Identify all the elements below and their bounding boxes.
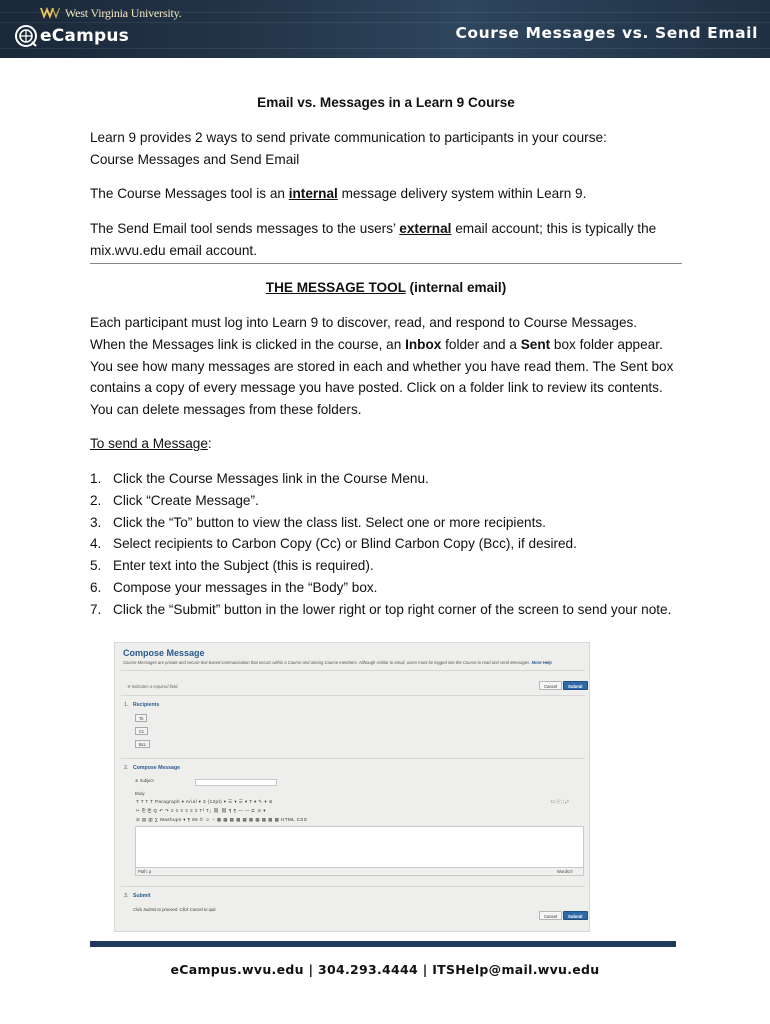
step-text: Click the Course Messages link in the Course Menu. [113, 471, 429, 486]
step-number: 7. [90, 601, 102, 617]
step-number: 2. [90, 492, 102, 508]
step-item [90, 555, 682, 577]
wvu-logo [40, 5, 181, 21]
recipients-label: Recipients [133, 702, 160, 708]
submit-note: Click Submit to proceed. Click Cancel to quit. [133, 907, 217, 912]
body-label: Body [135, 791, 145, 796]
footer-bar [90, 941, 676, 947]
section-number: 3. [124, 893, 129, 899]
separator [121, 695, 585, 696]
intro-line: Learn 9 provides 2 ways to send private communication to participants in your course: [90, 130, 607, 145]
step-number: 5. [90, 558, 102, 574]
section-number: 1. [124, 702, 129, 708]
body-editor[interactable] [135, 826, 584, 868]
section-number: 2. [124, 765, 129, 771]
path-indicator: Path: p [138, 869, 152, 874]
submit-button-top[interactable]: Submit [563, 681, 588, 690]
step-item [90, 577, 682, 599]
text: message delivery system within Learn 9. [337, 186, 587, 201]
compose-message-screenshot [114, 642, 590, 932]
compose-title: Compose Message [123, 648, 205, 658]
flying-wv-icon [40, 7, 60, 20]
editor-statusbar [135, 868, 584, 876]
paragraph-line: You see how many messages are stored in each and whether you have read them. The Sent box [90, 358, 674, 374]
send-heading-text: To send a Message [90, 436, 208, 451]
compose-description [123, 660, 552, 665]
intro-paragraph [90, 127, 682, 171]
text: folder and a [441, 336, 521, 352]
step-item [90, 468, 682, 490]
paragraph-line: contains a copy of every message you have posted. Click on a folder link to review its contents. [90, 380, 663, 396]
section-divider [90, 263, 682, 264]
step-text: Select recipients to Carbon Copy (Cc) or Blind Carbon Copy (Bcc), if desired. [113, 536, 577, 552]
text: box folder appear. [550, 336, 663, 352]
section-heading [90, 277, 682, 299]
ecampus-swirl-icon [14, 24, 38, 48]
colon: : [207, 436, 212, 451]
separator [121, 886, 585, 887]
ecampus-logo [14, 24, 129, 48]
cc-button[interactable]: Cc [135, 727, 148, 735]
step-number: 3. [90, 514, 102, 530]
step-text: Click the “To” button to view the class list. Select one or more recipients. [113, 514, 546, 530]
step-number: 6. [90, 579, 102, 595]
email-line-2: mix.wvu.edu email account. [90, 242, 257, 258]
editor-toolbar-row-3[interactable]: ⊘ ▤ ▥ ∑ Mashups ▾ ¶ 66 © ☺ ◔ ▦ ▦ ▦ ▦ ▦ ▦ ▦ ▦ ▦ ▦ HTML CSS [136, 817, 308, 822]
intro-line: Course Messages and Send Email [90, 151, 300, 167]
description-text: Course Messages are private and secure text-based communication that occurs within a Course and among Course members. Although similar to email, users must be logged into the Course to read and send Messages. [123, 660, 531, 665]
sent-label: Sent [520, 336, 551, 352]
cancel-button-bottom[interactable]: Cancel [539, 911, 562, 920]
step-number: 1. [90, 471, 102, 486]
banner-stripe [0, 22, 770, 23]
required-note: ✲ Indicates a required field. [127, 684, 179, 689]
banner-stripe [0, 48, 770, 49]
brand-name: eCampus [40, 26, 129, 46]
step-text: Click “Create Message”. [113, 492, 259, 508]
step-item [90, 533, 682, 555]
step-number: 4. [90, 536, 102, 552]
separator [121, 758, 585, 759]
messages-definition [90, 183, 682, 205]
bcc-button[interactable]: Bcc [135, 740, 150, 748]
submit-section-label: Submit [133, 893, 151, 899]
subject-text: Subject [139, 778, 154, 783]
subject-label: ✲ Subject [135, 778, 154, 783]
emphasis-external: external [399, 221, 452, 236]
subject-input[interactable] [195, 779, 277, 786]
message-tool-paragraph [90, 312, 682, 421]
required-text: Indicates a required field. [131, 684, 179, 689]
document-title: Email vs. Messages in a Learn 9 Course [257, 95, 515, 110]
step-text: Compose your messages in the “Body” box. [113, 579, 378, 595]
text: The Course Messages tool is an [90, 186, 289, 201]
editor-tools-right[interactable]: ☐ ⓘ ⛶ ⤢ [551, 799, 569, 804]
editor-toolbar-row-2[interactable]: ✂ ⎘ ⎗ Q ↶ ↷ ≡ ≡ ≡ ≡ ≡ ≡ T² T₂ ⛓ ⛓ ¶ ¶ — — ⊏ ⊙ ▾ [136, 808, 266, 813]
text: When the Messages link is clicked in the course, an [90, 336, 406, 352]
more-help-link[interactable]: More Help [531, 660, 552, 665]
editor-toolbar-row-1[interactable]: T T T T Paragraph ▾ Arial ▾ 3 (12pt) ▾ ☰ ▾ ☰ ▾ T ▾ ✎ ▾ ⊘ [136, 799, 273, 804]
step-item [90, 599, 682, 621]
university-name: West Virginia University. [65, 5, 182, 20]
steps-list [90, 468, 682, 621]
section-heading-rest: (internal email) [405, 280, 507, 295]
paragraph-line: Each participant must log into Learn 9 to discover, read, and respond to Course Messages. [90, 315, 638, 330]
paragraph-line: You can delete messages from these folders. [90, 402, 362, 418]
header-banner [0, 0, 770, 58]
section-heading-main: THE MESSAGE TOOL [265, 280, 406, 295]
submit-button-bottom[interactable]: Submit [563, 911, 588, 920]
emphasis-internal: internal [288, 186, 338, 201]
word-count: Words:0 [557, 869, 573, 874]
separator [121, 670, 585, 671]
email-definition [90, 218, 682, 262]
text: The Send Email tool sends messages to the users’ [90, 221, 400, 236]
inbox-label: Inbox [405, 336, 442, 352]
step-item [90, 512, 682, 534]
compose-section-label: Compose Message [133, 765, 180, 771]
text: email account; this is typically the [451, 221, 657, 236]
document-banner-title: Course Messages vs. Send Email [455, 24, 758, 42]
step-text: Enter text into the Subject (this is required). [113, 558, 374, 574]
to-button[interactable]: To [135, 714, 147, 722]
step-item [90, 490, 682, 512]
send-message-heading [90, 433, 682, 455]
step-text: Click the “Submit” button in the lower right or top right corner of the screen to send your note. [113, 601, 672, 617]
footer-contact: eCampus.wvu.edu | 304.293.4444 | ITSHelp@mail.wvu.edu [170, 962, 600, 977]
cancel-button-top[interactable]: Cancel [539, 681, 562, 690]
